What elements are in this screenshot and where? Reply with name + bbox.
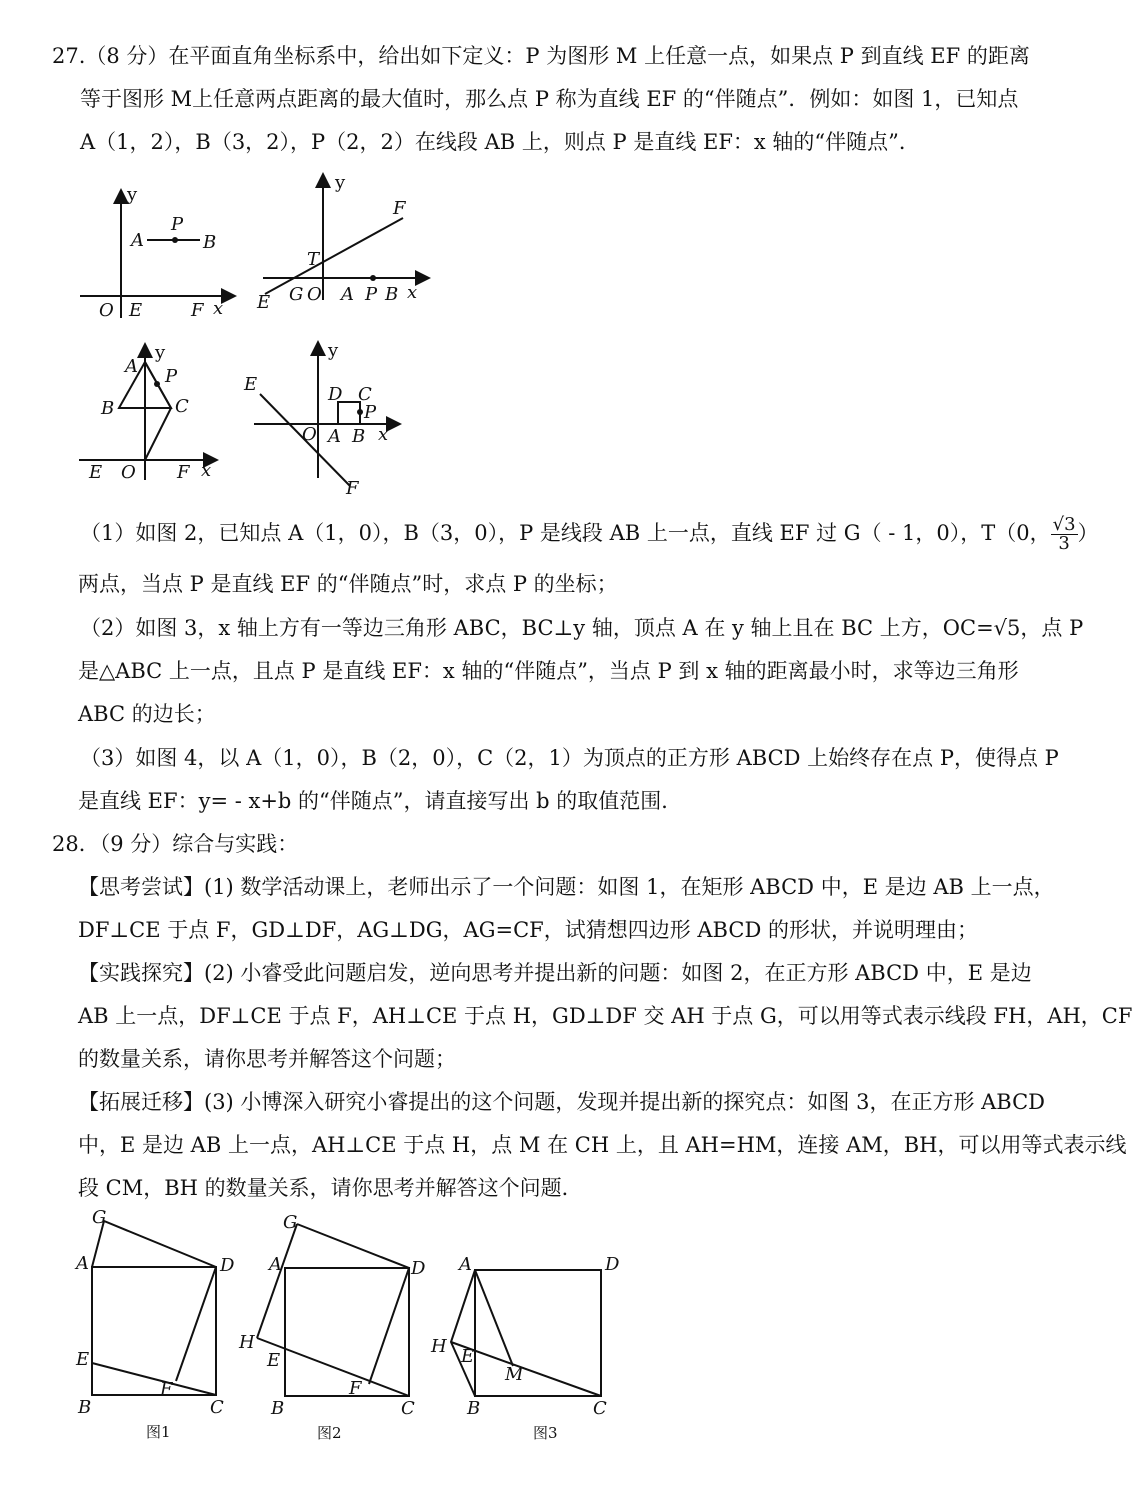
label-a: A xyxy=(76,1253,89,1274)
label-b: B xyxy=(78,1397,92,1418)
closing-paren: ） xyxy=(1077,521,1099,545)
label-f: F xyxy=(349,1378,362,1399)
label-x: x xyxy=(213,298,224,319)
label-e: E xyxy=(244,374,258,395)
label-o: O xyxy=(121,462,136,483)
label-e: E xyxy=(129,300,143,321)
q28-s2-line3: 的数量关系，请你思考并解答这个问题； xyxy=(78,1047,456,1071)
point-p xyxy=(357,409,363,415)
segment-ec xyxy=(92,1363,216,1395)
q27-head: 27.（8 分）在平面直角坐标系中，给出如下定义：P 为图形 M 上任意一点，如果点 P 到直线 EF 的距离 xyxy=(52,44,1030,68)
label-c: C xyxy=(358,384,372,405)
label-p: P xyxy=(364,402,377,423)
q27-figure-3 xyxy=(75,340,230,490)
label-b: B xyxy=(385,284,399,305)
square-abcd xyxy=(475,1270,601,1396)
segments-ag-gd xyxy=(92,1221,216,1267)
label-a: A xyxy=(131,230,144,251)
q27-part2-line1: （2）如图 3，x 轴上方有一等边三角形 ABC，BC⊥y 轴，顶点 A 在 y 轴上且在 BC 上方，OC=√5，点 P xyxy=(80,616,1084,640)
label-e: E xyxy=(89,462,103,483)
rectangle-abcd xyxy=(92,1267,216,1395)
label-b: B xyxy=(203,232,217,253)
q27-part2-line2: 是△ABC 上一点，且点 P 是直线 EF：x 轴的“伴随点”，当点 P 到 x 轴的距离最小时，求等边三角形 xyxy=(78,659,1019,683)
q27-part1-line1 xyxy=(80,516,1099,553)
point-p xyxy=(370,275,376,281)
label-e: E xyxy=(267,1350,281,1371)
label-f: F xyxy=(177,462,190,483)
q28-figure-1 xyxy=(70,1205,245,1440)
q28-s2-line2: AB 上一点，DF⊥CE 于点 F，AH⊥CE 于点 H，GD⊥DF 交 AH 于点 G，可以用等式表示线段 FH，AH，CF xyxy=(78,1004,1132,1028)
label-o: O xyxy=(302,424,317,445)
figure-caption: 图2 xyxy=(317,1424,342,1442)
q27-figure-1 xyxy=(75,180,245,325)
q28-figure-2 xyxy=(235,1210,430,1440)
segment-am xyxy=(475,1270,513,1366)
q28-s3-line3: 段 CM，BH 的数量关系，请你思考并解答这个问题． xyxy=(78,1176,583,1200)
label-g: G xyxy=(289,284,304,305)
q27-part1-text: （1）如图 2，已知点 A（1，0），B（3，0），P 是线段 AB 上一点，直线 EF 过 G（ - 1，0），T（0， xyxy=(80,521,1051,545)
segment-df xyxy=(176,1267,216,1381)
label-x: x xyxy=(407,282,418,303)
label-h: H xyxy=(431,1336,447,1357)
label-t: T xyxy=(307,249,320,270)
label-a: A xyxy=(341,284,354,305)
label-c: C xyxy=(210,1397,224,1418)
label-y: y xyxy=(328,340,339,361)
q27-part1-line2: 两点，当点 P 是直线 EF 的“伴随点”时，求点 P 的坐标； xyxy=(78,572,618,596)
fraction-numerator: √3 xyxy=(1052,514,1076,535)
label-p: P xyxy=(171,214,184,235)
q28-s3-line1: 【拓展迁移】(3) 小博深入研究小睿提出的这个问题，发现并提出新的探究点：如图 3，在正方形 ABCD xyxy=(78,1090,1046,1114)
label-m: M xyxy=(505,1364,524,1385)
label-d: D xyxy=(605,1254,620,1275)
segments-ah-hb xyxy=(451,1270,475,1396)
label-c: C xyxy=(175,396,189,417)
q27-figure-2 xyxy=(255,168,435,318)
q27-part3-line2: 是直线 EF：y= - x+b 的“伴随点”，请直接写出 b 的取值范围． xyxy=(78,789,683,813)
label-b: B xyxy=(467,1398,481,1419)
segment-gh xyxy=(257,1224,297,1338)
label-g: G xyxy=(283,1212,298,1233)
label-x: x xyxy=(201,460,212,481)
fraction-denominator: 3 xyxy=(1058,533,1070,554)
q28-s1-line1: 【思考尝试】(1) 数学活动课上，老师出示了一个问题：如图 1，在矩形 ABCD 中，E 是边 AB 上一点， xyxy=(78,875,1055,899)
label-p: P xyxy=(165,366,178,387)
q28-figure-3 xyxy=(425,1250,630,1440)
q28-s2-line1: 【实践探究】(2) 小睿受此问题启发，逆向思考并提出新的问题：如图 2，在正方形 ABCD 中，E 是边 xyxy=(78,961,1032,985)
q27-line2: 等于图形 M上任意两点距离的最大值时，那么点 P 称为直线 EF 的“伴随点”．例如：如图 1，已知点 xyxy=(80,87,1019,111)
label-e: E xyxy=(76,1349,90,1370)
square-abcd xyxy=(285,1268,409,1396)
label-h: H xyxy=(239,1332,255,1353)
line-ef xyxy=(265,218,403,294)
label-b: B xyxy=(352,426,366,447)
label-b: B xyxy=(271,1398,285,1419)
label-b: B xyxy=(101,398,115,419)
label-f: F xyxy=(346,478,359,499)
q27-part2-line3: ABC 的边长； xyxy=(78,702,216,726)
sqrt3-over-3-fraction xyxy=(1051,516,1078,553)
q27-part3-line1: （3）如图 4，以 A（1，0），B（2，0），C（2，1）为顶点的正方形 ABCD 上始终存在点 P，使得点 P xyxy=(80,746,1059,770)
q27-figure-4 xyxy=(240,338,410,498)
point-p xyxy=(172,237,178,243)
label-a: A xyxy=(328,426,341,447)
label-y: y xyxy=(155,342,166,363)
label-d: D xyxy=(220,1255,235,1276)
label-e: E xyxy=(461,1346,475,1367)
q28-s3-line2: 中，E 是边 AB 上一点，AH⊥CE 于点 H，点 M 在 CH 上，且 AH=HM，连接 AM，BH，可以用等式表示线 xyxy=(78,1133,1127,1157)
label-a: A xyxy=(459,1254,472,1275)
label-f: F xyxy=(393,198,406,219)
figure-caption: 图1 xyxy=(146,1423,171,1441)
q27-line3: A（1，2），B（3，2），P（2，2）在线段 AB 上，则点 P 是直线 EF：x 轴的“伴随点”． xyxy=(80,130,920,154)
label-o: O xyxy=(307,284,322,305)
figure-caption: 图3 xyxy=(533,1424,558,1442)
label-o: O xyxy=(99,300,114,321)
label-f: F xyxy=(191,300,204,321)
label-x: x xyxy=(378,424,389,445)
label-a: A xyxy=(125,356,138,377)
label-f: F xyxy=(160,1379,173,1400)
label-y: y xyxy=(335,172,346,193)
label-d: D xyxy=(411,1258,426,1279)
q28-s1-line2: DF⊥CE 于点 F，GD⊥DF，AG⊥DG，AG=CF，试猜想四边形 ABCD 的形状，并说明理由； xyxy=(78,918,978,942)
label-g: G xyxy=(92,1207,107,1228)
label-c: C xyxy=(401,1398,415,1419)
point-p xyxy=(154,381,160,387)
q28-head: 28．（9 分）综合与实践： xyxy=(52,832,299,856)
label-a: A xyxy=(269,1254,282,1275)
label-e: E xyxy=(257,292,271,313)
label-c: C xyxy=(593,1398,607,1419)
square-abcd xyxy=(338,402,360,424)
label-d: D xyxy=(328,384,343,405)
label-y: y xyxy=(127,184,138,205)
label-p: P xyxy=(365,284,378,305)
